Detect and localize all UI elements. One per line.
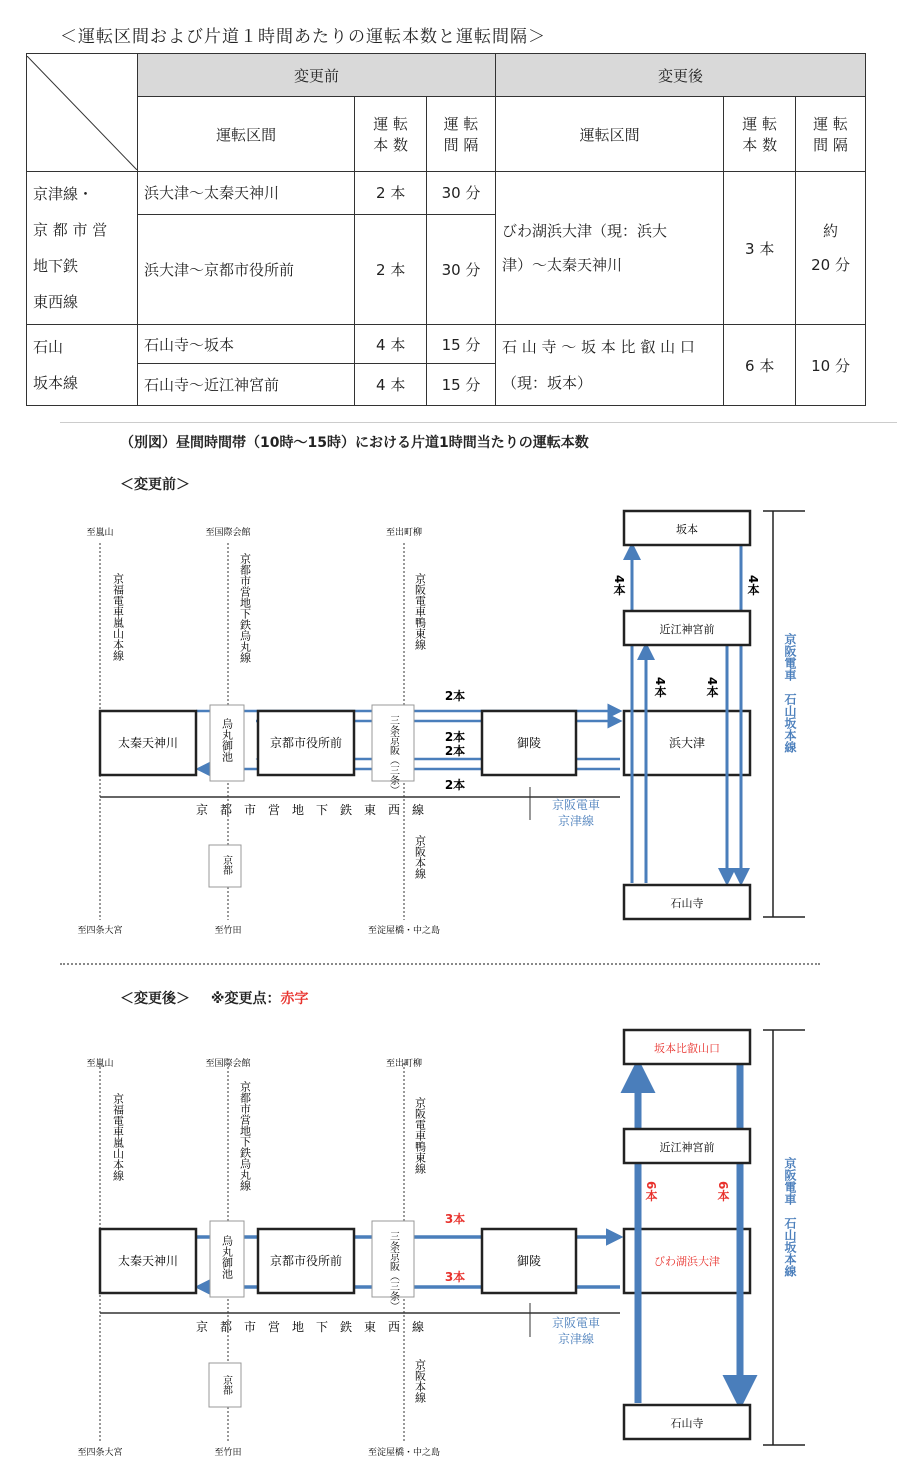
line1-after-count: 3 本 — [724, 172, 796, 325]
count-top: 2本 — [444, 689, 466, 703]
label-to-takeda: 至竹田 — [214, 1448, 242, 1458]
count-bottom: 3本 — [444, 1270, 466, 1284]
line1-after-interval: 約 20 分 — [796, 172, 866, 325]
label-to-kokusai: 至国際会館 — [205, 1059, 251, 1069]
figure-title: （別図）昼間時間帯（10時～15時）における片道1時間当たりの運転本数 — [120, 435, 589, 451]
station-ishiyamadera: 石山寺 — [670, 1417, 704, 1430]
label-oto-line: 京阪電車鴨東線 — [413, 573, 427, 650]
label-to-yodoya: 至淀屋橋・中之島 — [367, 926, 441, 936]
station-karasuma-oike: 烏丸御池 — [220, 1235, 234, 1279]
station-misasagi: 御陵 — [516, 1254, 542, 1268]
label-to-kokusai: 至国際会館 — [205, 528, 251, 538]
label-oto-line: 京阪電車鴨東線 — [413, 1097, 427, 1174]
line1-row1-section: 浜大津～太秦天神川 — [138, 172, 355, 215]
station-omi-jingu: 近江神宮前 — [659, 623, 715, 636]
station-kyoto: 京都 — [220, 855, 232, 875]
col-interval-after: 運 転 間 隔 — [796, 97, 866, 172]
label-to-demachi: 至出町柳 — [385, 528, 423, 538]
station-omi-jingu: 近江神宮前 — [659, 1141, 715, 1154]
line1-row1-interval: 30 分 — [427, 172, 496, 215]
line1-row2-interval: 30 分 — [427, 214, 496, 325]
line1-row2-count: 2 本 — [355, 214, 427, 325]
corner-cell — [27, 54, 138, 172]
label-keishin-line-1: 京阪電車 — [551, 1316, 601, 1330]
before-label: ＜変更前＞ — [120, 477, 190, 493]
label-keishin-line-2: 京津線 — [557, 814, 595, 828]
count-left: 6本 — [644, 1181, 658, 1202]
label-ishiyama-sakamoto-line: 京阪電車 石山坂本線 — [783, 633, 797, 753]
station-uzumasa: 太秦天神川 — [117, 736, 179, 750]
label-to-yodoya: 至淀屋橋・中之島 — [367, 1448, 441, 1458]
label-ishiyama-sakamoto-line: 京阪電車 石山坂本線 — [783, 1157, 797, 1277]
station-sakamoto-hieizanguchi: 坂本比叡山口 — [654, 1042, 720, 1055]
label-keihan-main: 京阪本線 — [413, 835, 427, 879]
station-hamaotsu: 浜大津 — [668, 736, 706, 750]
station-shiyakusho: 京都市役所前 — [269, 1254, 343, 1268]
table-caption: ＜運転区間および片道１時間あたりの運転本数と運転間隔＞ — [60, 27, 546, 47]
label-karasuma-line: 京都市営地下鉄烏丸線 — [238, 1081, 252, 1191]
label-to-shijo: 至四条大宮 — [77, 926, 123, 936]
station-sanjo: 三条京阪（三条） — [387, 1231, 399, 1311]
col-count-before: 運 転 本 数 — [355, 97, 427, 172]
label-keishin-line-1: 京阪電車 — [551, 798, 601, 812]
after-header: 変更後 — [495, 54, 865, 97]
label-to-takeda: 至竹田 — [214, 926, 242, 936]
station-shiyakusho: 京都市役所前 — [269, 736, 343, 750]
line1-after-section: びわ湖浜大津（現：浜大 津）～太秦天神川 — [495, 172, 723, 325]
before-diagram — [0, 505, 897, 945]
label-tozai-line: 京 都 市 営 地 下 鉄 東 西 線 — [195, 803, 425, 817]
label-randen: 京福電車嵐山本線 — [111, 573, 125, 661]
line2-after-section: 石 山 寺 ～ 坂 本 比 叡 山 口 （現：坂本） — [495, 325, 723, 406]
section-divider — [60, 422, 897, 423]
count-mid2: 2本 — [444, 744, 466, 758]
line2-row1-count: 4 本 — [355, 325, 427, 364]
count-top: 3本 — [444, 1212, 466, 1226]
line2-row2-interval: 15 分 — [427, 364, 496, 406]
line2-after-interval: 10 分 — [796, 325, 866, 406]
line2-row1-interval: 15 分 — [427, 325, 496, 364]
label-karasuma-line: 京都市営地下鉄烏丸線 — [238, 553, 252, 663]
label-to-shijo: 至四条大宮 — [77, 1448, 123, 1458]
red-note: 赤字 — [280, 991, 309, 1007]
count-right-inner: 4本 — [705, 677, 719, 698]
label-keishin-line-2: 京津線 — [557, 1332, 595, 1346]
count-right-outer: 4本 — [746, 575, 760, 596]
line2-name: 石山 坂本線 — [27, 325, 138, 406]
station-kyoto: 京都 — [220, 1375, 232, 1395]
station-sakamoto: 坂本 — [676, 523, 698, 536]
label-to-demachi: 至出町柳 — [385, 1059, 423, 1069]
label-keihan-main: 京阪本線 — [413, 1359, 427, 1403]
line2-after-count: 6 本 — [724, 325, 796, 406]
line2-row2-count: 4 本 — [355, 364, 427, 406]
col-count-after: 運 転 本 数 — [724, 97, 796, 172]
before-header: 変更前 — [138, 54, 496, 97]
station-uzumasa: 太秦天神川 — [117, 1254, 179, 1268]
dotted-divider — [60, 963, 820, 965]
count-mid1: 2本 — [444, 730, 466, 744]
after-label: ＜変更後＞ ※変更点：赤字 — [120, 991, 309, 1007]
line1-row2-section: 浜大津～京都市役所前 — [138, 214, 355, 325]
count-right: 6本 — [716, 1181, 730, 1202]
count-left-outer: 4本 — [612, 575, 626, 596]
operations-table — [26, 53, 866, 406]
line2-row1-section: 石山寺～坂本 — [138, 325, 355, 364]
label-randen: 京福電車嵐山本線 — [111, 1093, 125, 1181]
station-biwako-hamaotsu: びわ湖浜大津 — [654, 1255, 720, 1268]
col-section-before: 運転区間 — [138, 97, 355, 172]
col-interval-before: 運 転 間 隔 — [427, 97, 496, 172]
after-diagram — [0, 1025, 897, 1470]
count-bottom: 2本 — [444, 778, 466, 792]
label-tozai-line: 京 都 市 営 地 下 鉄 東 西 線 — [195, 1320, 425, 1334]
count-left-inner: 4本 — [653, 677, 667, 698]
line1-row1-count: 2 本 — [355, 172, 427, 215]
col-section-after: 運転区間 — [495, 97, 723, 172]
station-karasuma-oike: 烏丸御池 — [220, 718, 234, 762]
line2-row2-section: 石山寺～近江神宮前 — [138, 364, 355, 406]
station-sanjo: 三条京阪（三条） — [387, 715, 399, 795]
line1-name: 京津線・ 京 都 市 営 地下鉄 東西線 — [27, 172, 138, 325]
station-ishiyamadera: 石山寺 — [670, 897, 704, 910]
label-to-arashiyama: 至嵐山 — [86, 528, 114, 538]
label-to-arashiyama: 至嵐山 — [86, 1059, 114, 1069]
station-misasagi: 御陵 — [516, 736, 542, 750]
